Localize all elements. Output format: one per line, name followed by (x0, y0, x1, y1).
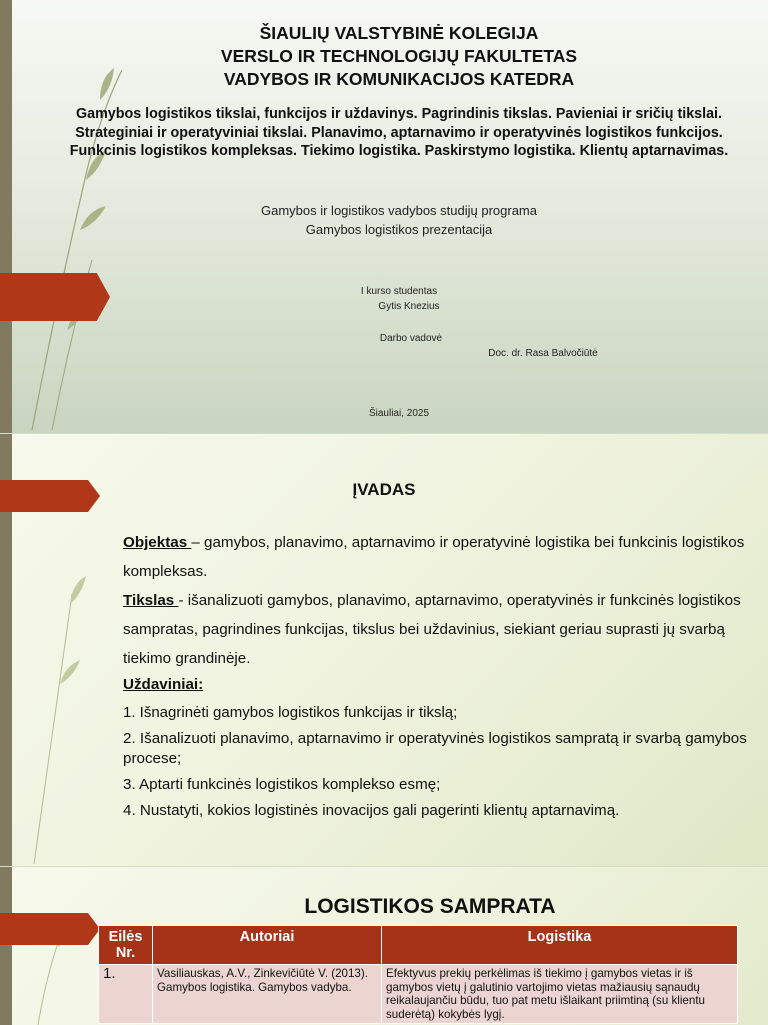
table-row (99, 965, 738, 1024)
goal-paragraph (123, 586, 753, 673)
logistics-table (98, 925, 738, 1024)
student-name: Gytis Knezius (378, 301, 440, 312)
task-item: 4. Nustatyti, kokios logistinės inovacijos gali pagerinti klientų aptarnavimą. (123, 802, 620, 819)
intro-body (123, 528, 753, 821)
place-year: Šiauliai, 2025 (368, 408, 430, 419)
task-item: 1. Išnagrinėti gamybos logistikos funkcijas ir tikslą; (123, 704, 458, 721)
goal-text: - išanalizuoti gamybos, planavimo, aptarnavimo, operatyvinės ir funkcinės logistikos sampratas, pagrindines funkcijas, tikslus bei uždavinius, siekiant geriau suprasti jų svarbą tiekimo grandinėje. (123, 592, 741, 667)
header-authors: Autoriai (153, 926, 382, 965)
topic-heading: Gamybos logistikos tikslai, funkcijos ir uždavinys. Pagrindinis tikslas. Pavieniai ir sričių tikslai. Strateginiai ir operatyviniai tikslai. Planavimo, aptarnavimo ir operatyvinės logistikos funkcijos. Funkcinis logistikos kompleksas. Tiekimo logistika. Paskirstymo logistika. Klientų aptarnavimas. (69, 106, 729, 159)
institution-line: VERSLO IR TECHNOLOGIJŲ FAKULTETAS (220, 46, 578, 66)
table-header-row (99, 926, 738, 965)
institution-line: VADYBOS IR KOMUNIKACIJOS KATEDRA (223, 69, 575, 89)
goal-label: Tikslas (123, 592, 179, 609)
slide-title: LOGISTIKOS SAMPRATA (304, 895, 556, 918)
task-item: 2. Išanalizuoti planavimo, aptarnavimo ir operatyvinės logistikos sampratą ir svarbą gamybos procese; (123, 730, 747, 767)
header-logistics: Logistika (382, 926, 738, 965)
student-role: I kurso studentas (360, 286, 438, 297)
side-stripe (0, 0, 12, 433)
program-text: Gamybos ir logistikos vadybos studijų programa (260, 203, 537, 218)
cell-definition: Efektyvus prekių perkėlimas iš tiekimo į gamybos vietas ir iš gamybos vietų į galutinio vartojimo vietas mažiausių sąnaudų reikalaujančiu būdu, tuo pat metu išlaikant priimtiną (su klientu suderėtą) kokybės lygį. (382, 965, 738, 1024)
supervisor-name: Doc. dr. Rasa Balvočiūtė (488, 348, 598, 359)
intro-slide (0, 433, 768, 866)
header-nr: Eilės Nr. (99, 926, 153, 965)
supervisor-role: Darbo vadovė (379, 333, 443, 344)
tasks-label: Uždaviniai: (123, 676, 204, 693)
title-slide (0, 0, 768, 433)
concept-slide (0, 866, 768, 1025)
object-label: Objektas (123, 534, 192, 551)
institution-line: ŠIAULIŲ VALSTYBINĖ KOLEGIJA (259, 23, 539, 43)
presentation-text: Gamybos logistikos prezentacija (305, 222, 493, 237)
task-item: 3. Aptarti funkcinės logistikos komplekso esmę; (123, 776, 441, 793)
side-stripe (0, 867, 12, 1025)
object-paragraph (123, 528, 753, 586)
object-text: – gamybos, planavimo, aptarnavimo ir operatyvinė logistika bei funkcinis logistikos kompleksas. (123, 534, 745, 580)
cell-nr: 1. (99, 965, 153, 1024)
cell-authors: Vasiliauskas, A.V., Zinkevičiūtė V. (2013). Gamybos logistika. Gamybos vadyba. (153, 965, 382, 1024)
slide-title: ĮVADAS (352, 480, 416, 499)
institution-heading (30, 22, 768, 91)
